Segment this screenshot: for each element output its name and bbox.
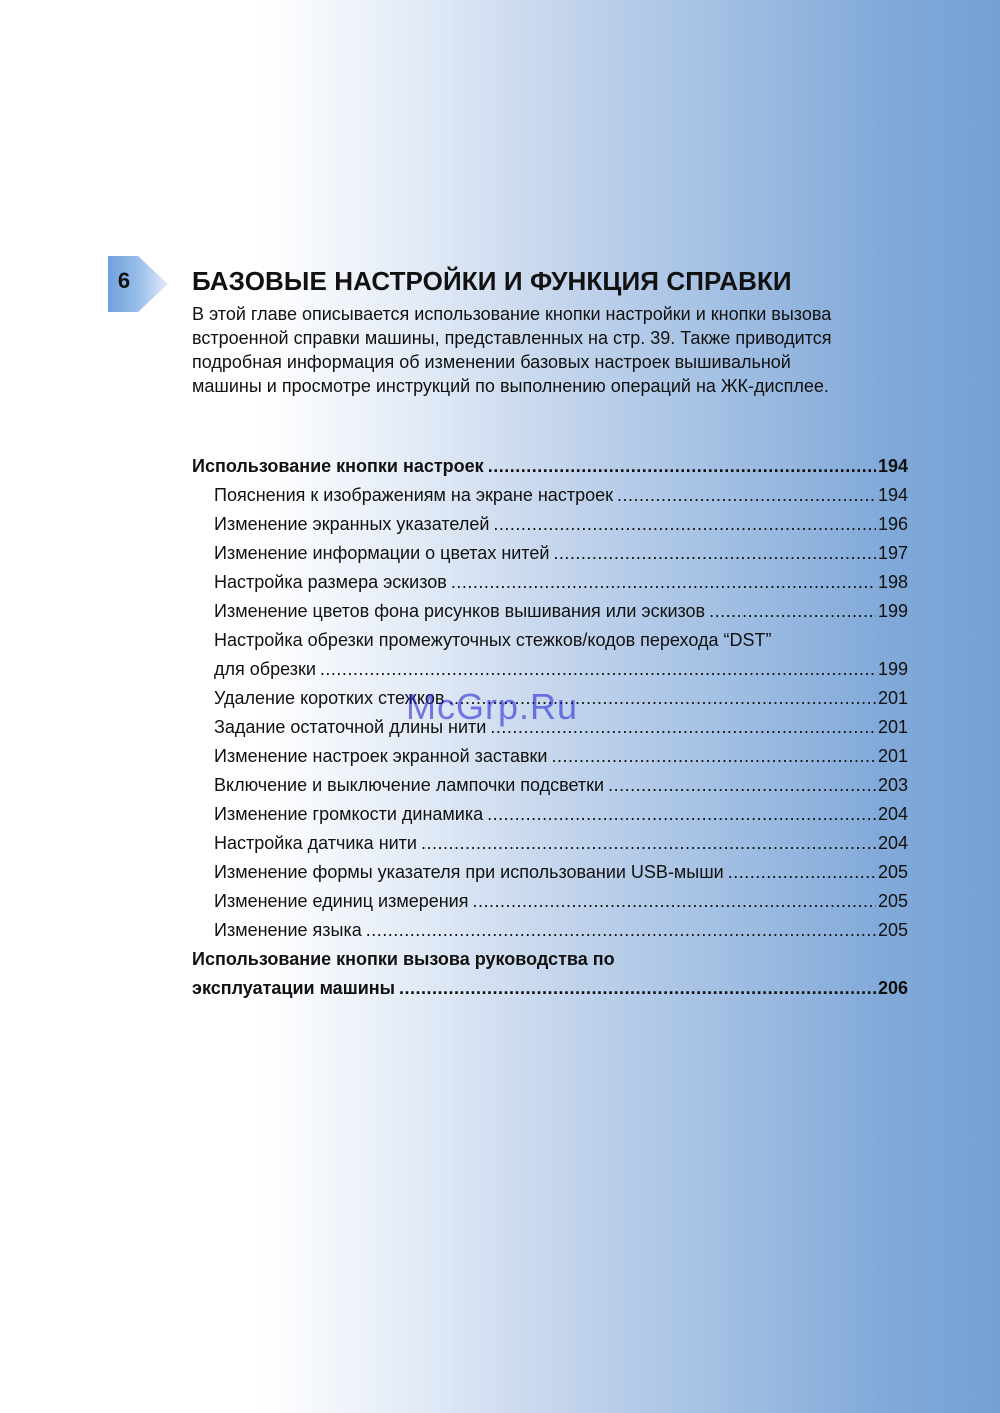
chapter-title: БАЗОВЫЕ НАСТРОЙКИ И ФУНКЦИЯ СПРАВКИ	[192, 266, 792, 296]
intro-line: В этой главе описывается использование кнопки настройки и кнопки вызова	[192, 304, 832, 324]
toc-entry-text: Настройка размера эскизов	[214, 572, 447, 592]
toc-entry[interactable]	[192, 916, 908, 945]
toc-leader-dots	[709, 597, 876, 626]
toc-leader-dots	[399, 974, 876, 1003]
toc-entry-text: Изменение настроек экранной заставки	[214, 746, 548, 766]
toc-page-number: 201	[877, 717, 908, 737]
toc-entry[interactable]	[192, 771, 908, 800]
intro-line: встроенной справки машины, представленных на стр. 39. Также приводится	[192, 328, 832, 348]
toc-leader-dots	[320, 655, 876, 684]
toc-entry[interactable]	[192, 539, 908, 568]
toc-entry[interactable]	[192, 945, 908, 1003]
toc-entry-text-line1: Настройка обрезки промежуточных стежков/кодов перехода “DST”	[214, 630, 772, 650]
chapter-badge	[108, 256, 170, 312]
toc-page-number: 204	[877, 804, 908, 824]
toc-entry[interactable]	[192, 800, 908, 829]
toc-leader-dots	[551, 742, 875, 771]
toc-page-number: 201	[877, 688, 908, 708]
toc-leader-dots	[451, 568, 876, 597]
toc-entry-text-line1: Использование кнопки вызова руководства по	[192, 949, 615, 969]
toc-page-number: 205	[877, 920, 908, 940]
toc-entry-text: Изменение информации о цветах нитей	[214, 543, 550, 563]
toc-leader-dots	[608, 771, 876, 800]
toc-page-number: 206	[877, 978, 908, 998]
chapter-number: 6	[117, 268, 131, 293]
toc-entry-text: Изменение цветов фона рисунков вышивания или эскизов	[214, 601, 706, 621]
toc-entry[interactable]	[192, 597, 908, 626]
toc-page-number: 194	[877, 456, 908, 476]
toc-page-number: 204	[877, 833, 908, 853]
toc-page-number: 205	[877, 862, 908, 882]
toc-leader-dots	[421, 829, 876, 858]
toc-entry[interactable]	[192, 626, 908, 684]
toc-leader-dots	[472, 887, 875, 916]
toc-entry-text: Изменение единиц измерения	[214, 891, 469, 911]
toc-entry-text: Изменение экранных указателей	[214, 514, 490, 534]
toc-entry-text: Удаление коротких стежков	[214, 688, 445, 708]
toc-entry[interactable]	[192, 829, 908, 858]
toc-entry[interactable]	[192, 742, 908, 771]
toc-entry-text: Задание остаточной длины нити	[214, 717, 487, 737]
toc-leader-dots	[553, 539, 876, 568]
toc-page-number: 201	[877, 746, 908, 766]
toc-entry[interactable]	[192, 858, 908, 887]
toc-page-number: 198	[877, 572, 908, 592]
watermark: McGrp.Ru	[406, 686, 579, 727]
toc-entry-text: эксплуатации машины	[192, 978, 396, 998]
toc-entry-text: Настройка датчика нити	[214, 833, 417, 853]
toc-entry[interactable]	[192, 510, 908, 539]
toc-page-number: 197	[877, 543, 908, 563]
toc-entry[interactable]	[192, 481, 908, 510]
toc-page-number: 199	[877, 659, 908, 679]
intro-line: машины и просмотре инструкций по выполнению операций на ЖК-дисплее.	[192, 376, 829, 396]
toc-leader-dots	[728, 858, 876, 887]
toc-leader-dots	[617, 481, 876, 510]
toc-entry-text: Изменение громкости динамика	[214, 804, 484, 824]
toc-entry-text: Использование кнопки настроек	[192, 456, 484, 476]
toc-entry[interactable]	[192, 887, 908, 916]
toc-page-number: 196	[877, 514, 908, 534]
toc-entry[interactable]	[192, 452, 908, 481]
toc-entry-text: Изменение языка	[214, 920, 362, 940]
intro-line: подробная информация об изменении базовых настроек вышивальной	[192, 352, 791, 372]
toc-entry-text: для обрезки	[214, 659, 316, 679]
toc-page-number: 205	[877, 891, 908, 911]
toc-page-number: 203	[877, 775, 908, 795]
toc-page-number: 194	[877, 485, 908, 505]
toc-leader-dots	[488, 452, 876, 481]
toc-leader-dots	[487, 800, 876, 829]
toc-leader-dots	[366, 916, 876, 945]
toc-leader-dots	[493, 510, 876, 539]
toc-entry-text: Пояснения к изображениям на экране настроек	[214, 485, 613, 505]
toc-entry-text: Изменение формы указателя при использовании USB-мыши	[214, 862, 724, 882]
toc-page-number: 199	[877, 601, 908, 621]
toc-entry[interactable]	[192, 568, 908, 597]
toc-entry-text: Включение и выключение лампочки подсветки	[214, 775, 605, 795]
chapter-intro	[192, 302, 912, 398]
